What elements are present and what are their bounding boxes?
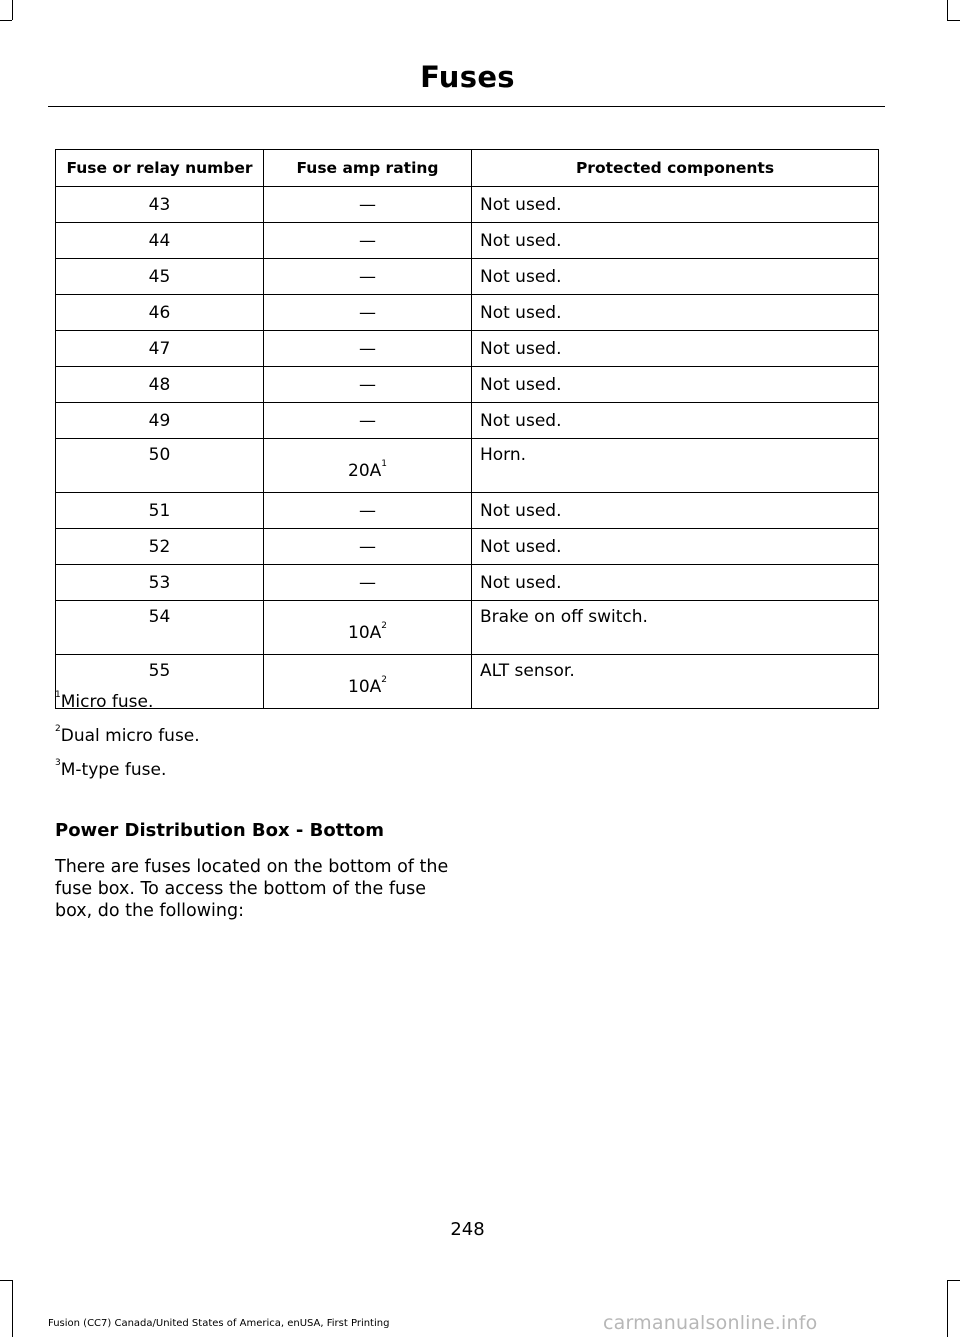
protected-component: Not used. <box>472 367 879 403</box>
amp-rating <box>264 187 472 223</box>
amp-value: 10A <box>348 676 382 697</box>
amp-value: — <box>359 230 376 251</box>
crop-mark-bottom-right-h <box>947 1280 960 1281</box>
table-row <box>56 295 879 331</box>
protected-component: Not used. <box>472 295 879 331</box>
table-row <box>56 493 879 529</box>
footnote-text: M-type fuse. <box>60 760 167 780</box>
fuse-number: 46 <box>56 295 264 331</box>
protected-component: Horn. <box>472 439 879 493</box>
crop-mark-bottom-right-v <box>947 1280 948 1337</box>
protected-component: Not used. <box>472 493 879 529</box>
protected-component: Not used. <box>472 331 879 367</box>
protected-component: ALT sensor. <box>472 655 879 709</box>
table-row <box>56 655 879 709</box>
amp-value: — <box>359 374 376 395</box>
amp-value: — <box>359 500 376 521</box>
amp-rating <box>264 493 472 529</box>
table-header-row <box>56 150 879 187</box>
page-title: Fuses <box>420 60 515 94</box>
table-row <box>56 187 879 223</box>
amp-rating <box>264 655 472 709</box>
amp-rating <box>264 331 472 367</box>
amp-rating <box>264 529 472 565</box>
crop-mark-bottom-left-v <box>12 1280 13 1337</box>
footnote-text: Dual micro fuse. <box>60 726 200 746</box>
fuse-number: 51 <box>56 493 264 529</box>
amp-rating <box>264 367 472 403</box>
amp-value: — <box>359 338 376 359</box>
footnote-2 <box>55 726 200 746</box>
title-divider <box>48 106 885 107</box>
footnote-text: Micro fuse. <box>60 692 154 712</box>
footnote-mark: 2 <box>55 724 61 734</box>
amp-value: — <box>359 572 376 593</box>
fuse-number: 54 <box>56 601 264 655</box>
column-header-components: Protected components <box>472 150 879 187</box>
fuse-number: 52 <box>56 529 264 565</box>
fuse-number: 43 <box>56 187 264 223</box>
amp-rating <box>264 565 472 601</box>
amp-value: 10A <box>348 622 382 643</box>
amp-value: — <box>359 536 376 557</box>
column-header-number: Fuse or relay number <box>56 150 264 187</box>
protected-component: Not used. <box>472 565 879 601</box>
protected-component: Brake on off switch. <box>472 601 879 655</box>
fuse-number: 48 <box>56 367 264 403</box>
protected-component: Not used. <box>472 259 879 295</box>
crop-mark-top-left-h <box>0 20 12 21</box>
fuse-table <box>55 149 879 709</box>
protected-component: Not used. <box>472 223 879 259</box>
amp-value: 20A <box>348 460 382 481</box>
fuse-number: 49 <box>56 403 264 439</box>
protected-component: Not used. <box>472 187 879 223</box>
fuse-number: 45 <box>56 259 264 295</box>
table-row <box>56 331 879 367</box>
crop-mark-top-right-v <box>947 0 948 20</box>
amp-rating <box>264 259 472 295</box>
amp-rating <box>264 601 472 655</box>
footnote-3 <box>55 760 166 780</box>
table-row <box>56 259 879 295</box>
table-row <box>56 403 879 439</box>
footnote-mark: 3 <box>55 758 61 768</box>
footnote-marker: 1 <box>381 458 387 469</box>
fuse-number: 53 <box>56 565 264 601</box>
footnote-marker: 2 <box>381 620 387 631</box>
footnote-1 <box>55 692 153 712</box>
table-row <box>56 223 879 259</box>
section-body-text: There are fuses located on the bottom of the fuse box. To access the bottom of the fuse box, do the following: <box>55 857 449 921</box>
crop-mark-bottom-left-h <box>0 1280 12 1281</box>
table-row <box>56 565 879 601</box>
amp-value: — <box>359 302 376 323</box>
crop-mark-top-right-h <box>947 20 960 21</box>
footnote-mark: 1 <box>55 690 61 700</box>
fuse-number: 55 <box>56 655 264 709</box>
document-info: Fusion (CC7) Canada/United States of America, enUSA, First Printing <box>48 1318 390 1329</box>
amp-rating <box>264 439 472 493</box>
column-header-amp: Fuse amp rating <box>264 150 472 187</box>
footnote-marker: 2 <box>381 674 387 685</box>
amp-value: — <box>359 266 376 287</box>
amp-rating <box>264 403 472 439</box>
watermark: carmanualsonline.info <box>603 1312 818 1334</box>
section-heading: Power Distribution Box - Bottom <box>55 820 385 841</box>
amp-rating <box>264 223 472 259</box>
fuse-number: 50 <box>56 439 264 493</box>
table-row <box>56 439 879 493</box>
protected-component: Not used. <box>472 529 879 565</box>
fuse-number: 47 <box>56 331 264 367</box>
page-number: 248 <box>450 1219 485 1240</box>
amp-value: — <box>359 410 376 431</box>
table-row <box>56 367 879 403</box>
table-row <box>56 601 879 655</box>
crop-mark-top-left-v <box>12 0 13 20</box>
amp-value: — <box>359 194 376 215</box>
amp-rating <box>264 295 472 331</box>
fuse-number: 44 <box>56 223 264 259</box>
protected-component: Not used. <box>472 403 879 439</box>
table-row <box>56 529 879 565</box>
